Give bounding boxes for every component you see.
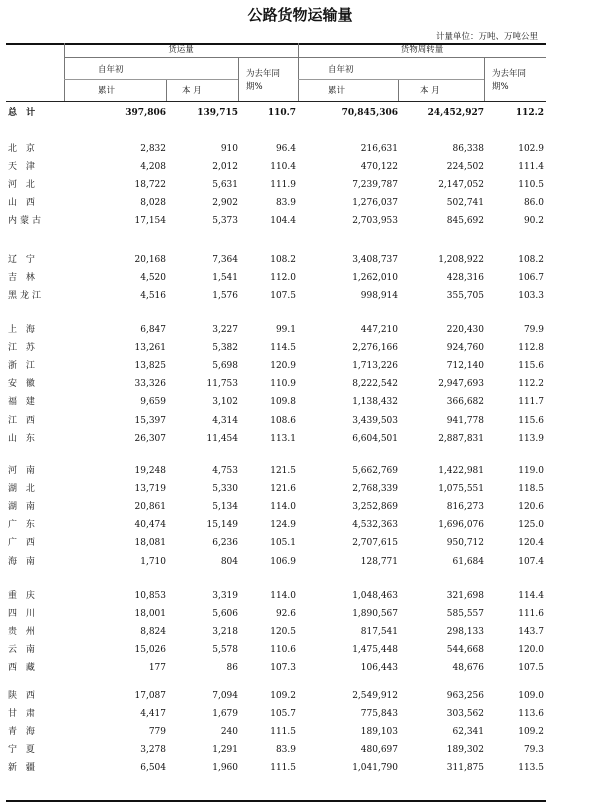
- cell-cumulative-turnover: 7,239,787: [352, 180, 398, 191]
- table-row: [6, 535, 546, 551]
- cell-volume-yoy: 107.5: [270, 291, 296, 302]
- row-label: 西 藏: [8, 663, 38, 674]
- cell-month-turnover: 220,430: [446, 325, 484, 335]
- cell-month-turnover: 2,147,052: [438, 180, 484, 191]
- cell-cumulative-volume: 26,307: [134, 433, 166, 444]
- table-row: [6, 760, 546, 776]
- cell-month-turnover: 1,208,922: [438, 255, 484, 265]
- cell-cumulative-turnover: 1,262,010: [352, 273, 398, 284]
- cell-cumulative-volume: 177: [148, 663, 166, 674]
- table-row: [6, 742, 546, 758]
- cell-volume-yoy: 114.0: [270, 591, 296, 601]
- cell-turnover-yoy: 111.6: [518, 609, 544, 620]
- header-yoy-2a: 为去年同: [492, 69, 527, 79]
- cell-turnover-yoy: 109.0: [518, 691, 544, 701]
- cell-volume-yoy: 105.1: [270, 538, 296, 549]
- header-freight-volume: 货运量: [168, 45, 194, 55]
- cell-cumulative-volume: 4,208: [140, 162, 166, 173]
- cell-month-turnover: 1,422,981: [438, 466, 484, 476]
- cell-month-turnover: 712,140: [446, 361, 484, 372]
- row-label: 安 徽: [8, 379, 38, 390]
- cell-cumulative-turnover: 189,103: [360, 727, 398, 738]
- cell-volume-yoy: 110.6: [270, 645, 296, 656]
- table-row: [6, 394, 546, 410]
- cell-cumulative-turnover: 3,252,869: [352, 502, 398, 513]
- cell-turnover-yoy: 112.2: [518, 379, 544, 390]
- cell-month-volume: 5,698: [212, 361, 238, 372]
- table-row: [6, 431, 546, 447]
- cell-month-volume: 5,606: [212, 609, 238, 620]
- cell-cumulative-volume: 2,832: [140, 144, 166, 154]
- cell-cumulative-volume: 9,659: [140, 397, 166, 408]
- cell-volume-yoy: 121.6: [270, 484, 296, 495]
- cell-turnover-yoy: 120.0: [518, 645, 544, 656]
- cell-month-turnover: 2,887,831: [438, 433, 484, 444]
- cell-turnover-yoy: 111.4: [518, 162, 544, 173]
- cell-turnover-yoy: 113.9: [518, 433, 544, 444]
- cell-cumulative-volume: 10,853: [134, 591, 166, 601]
- cell-cumulative-volume: 13,261: [134, 343, 166, 354]
- cell-month-volume: 1,291: [212, 745, 238, 756]
- cell-cumulative-volume: 33,326: [134, 379, 166, 390]
- cell-volume-yoy: 110.7: [267, 108, 296, 118]
- cell-volume-yoy: 108.6: [270, 415, 296, 426]
- cell-cumulative-volume: 4,417: [140, 709, 166, 720]
- cell-cumulative-volume: 1,710: [140, 556, 166, 567]
- cell-volume-yoy: 105.7: [270, 709, 296, 720]
- header-yoy-1b: 期%: [246, 82, 263, 92]
- row-label: 内蒙古: [8, 216, 45, 227]
- group-rule-left: [64, 57, 298, 58]
- cell-month-turnover: 816,273: [446, 502, 484, 513]
- table-row: [6, 481, 546, 497]
- col-divider-yoy1: [238, 57, 239, 101]
- cell-month-volume: 11,454: [206, 433, 238, 444]
- table-row: [6, 463, 546, 479]
- table-row: [6, 340, 546, 356]
- cell-turnover-yoy: 106.7: [518, 273, 544, 284]
- row-label: 吉 林: [8, 273, 38, 284]
- cell-cumulative-volume: 18,081: [134, 538, 166, 549]
- cell-month-turnover: 48,676: [452, 663, 484, 674]
- cell-cumulative-turnover: 1,041,790: [352, 763, 398, 774]
- table-row: [6, 252, 546, 268]
- cell-cumulative-turnover: 6,604,501: [352, 433, 398, 444]
- cell-turnover-yoy: 109.2: [518, 727, 544, 738]
- header-yoy-1a: 为去年同: [246, 69, 281, 79]
- cell-volume-yoy: 104.4: [270, 216, 296, 227]
- cell-cumulative-turnover: 775,843: [360, 709, 398, 720]
- cell-turnover-yoy: 119.0: [518, 466, 544, 476]
- row-label: 江 苏: [8, 343, 38, 354]
- cell-month-turnover: 355,705: [446, 291, 484, 302]
- cell-cumulative-turnover: 470,122: [360, 162, 398, 173]
- cell-month-turnover: 189,302: [446, 745, 484, 756]
- cell-volume-yoy: 96.4: [275, 144, 296, 154]
- cell-month-turnover: 428,316: [446, 273, 484, 284]
- table-row: [6, 270, 546, 286]
- cell-month-volume: 3,102: [212, 397, 238, 408]
- cell-month-turnover: 2,947,693: [438, 379, 484, 390]
- cell-month-turnover: 544,668: [446, 645, 484, 656]
- cell-month-turnover: 303,562: [446, 709, 484, 720]
- table-row: [6, 358, 546, 374]
- table-row: [6, 588, 546, 604]
- cell-cumulative-volume: 17,154: [134, 216, 166, 227]
- cell-turnover-yoy: 107.4: [518, 556, 544, 567]
- table-row: [6, 376, 546, 392]
- cell-turnover-yoy: 111.7: [518, 397, 544, 408]
- cell-volume-yoy: 114.5: [270, 343, 296, 354]
- cell-turnover-yoy: 112.8: [518, 343, 544, 354]
- cell-month-volume: 5,373: [212, 216, 238, 227]
- table-row: [6, 554, 546, 570]
- table-row: [6, 688, 546, 704]
- cell-month-volume: 15,149: [206, 520, 238, 531]
- cell-month-volume: 4,314: [212, 415, 238, 426]
- cell-volume-yoy: 111.5: [270, 763, 296, 774]
- cell-volume-yoy: 106.9: [270, 556, 296, 567]
- cell-volume-yoy: 99.1: [275, 325, 296, 335]
- cell-month-turnover: 1,696,076: [438, 520, 484, 531]
- cell-month-turnover: 963,256: [446, 691, 484, 701]
- cell-month-volume: 1,576: [212, 291, 238, 302]
- page-title: 公路货物运输量: [247, 6, 353, 24]
- cell-volume-yoy: 120.5: [270, 627, 296, 638]
- table-row: [6, 517, 546, 533]
- cell-month-turnover: 1,075,551: [438, 484, 484, 495]
- table-row: [6, 706, 546, 722]
- cell-month-volume: 86: [226, 663, 238, 674]
- cell-cumulative-turnover: 2,276,166: [352, 343, 398, 354]
- cell-cumulative-volume: 15,397: [134, 415, 166, 426]
- cell-turnover-yoy: 103.3: [518, 291, 544, 302]
- cell-turnover-yoy: 120.6: [518, 502, 544, 513]
- cell-cumulative-turnover: 2,707,615: [352, 538, 398, 549]
- cell-cumulative-turnover: 70,845,306: [341, 108, 398, 118]
- cell-turnover-yoy: 102.9: [518, 144, 544, 154]
- cell-turnover-yoy: 143.7: [518, 627, 544, 638]
- table-row: [6, 177, 546, 193]
- cell-cumulative-turnover: 5,662,769: [352, 466, 398, 476]
- header-since-year-start-2: 自年初: [328, 65, 354, 75]
- row-label: 宁 夏: [8, 745, 38, 756]
- cell-volume-yoy: 109.8: [270, 397, 296, 408]
- row-label: 广 东: [8, 520, 38, 531]
- cell-month-volume: 5,631: [212, 180, 238, 191]
- cell-cumulative-turnover: 1,890,567: [352, 609, 398, 620]
- cell-cumulative-volume: 13,719: [134, 484, 166, 495]
- group-rule-right: [298, 57, 546, 58]
- cell-turnover-yoy: 110.5: [518, 180, 544, 191]
- cell-turnover-yoy: 79.9: [523, 325, 544, 335]
- cell-cumulative-volume: 4,520: [140, 273, 166, 284]
- cell-cumulative-volume: 20,861: [134, 502, 166, 513]
- table-row: [6, 322, 546, 338]
- cell-cumulative-volume: 15,026: [134, 645, 166, 656]
- cell-volume-yoy: 113.1: [270, 433, 296, 444]
- cell-turnover-yoy: 86.0: [523, 198, 544, 209]
- cell-month-volume: 2,902: [212, 198, 238, 209]
- cell-turnover-yoy: 113.6: [518, 709, 544, 720]
- cell-month-volume: 2,012: [212, 162, 238, 173]
- cell-cumulative-turnover: 128,771: [360, 556, 398, 567]
- col-divider-yoy2: [484, 57, 485, 101]
- row-label: 浙 江: [8, 361, 38, 372]
- col-divider-month1: [166, 79, 167, 101]
- cell-volume-yoy: 124.9: [270, 520, 296, 531]
- cell-volume-yoy: 107.3: [270, 663, 296, 674]
- row-label: 云 南: [8, 645, 38, 656]
- row-label: 黑龙江: [8, 291, 45, 302]
- row-label: 青 海: [8, 727, 38, 738]
- cell-cumulative-volume: 20,168: [134, 255, 166, 265]
- subhead-rule-left: [64, 79, 238, 80]
- cell-cumulative-turnover: 480,697: [360, 745, 398, 756]
- cell-cumulative-turnover: 1,475,448: [352, 645, 398, 656]
- row-label: 河 南: [8, 466, 38, 476]
- cell-volume-yoy: 121.5: [270, 466, 296, 476]
- cell-turnover-yoy: 113.5: [518, 763, 544, 774]
- row-label: 新 疆: [8, 763, 38, 774]
- cell-month-volume: 139,715: [197, 108, 238, 118]
- cell-cumulative-volume: 17,087: [134, 691, 166, 701]
- cell-turnover-yoy: 90.2: [523, 216, 544, 227]
- row-label: 北 京: [8, 144, 38, 154]
- cell-month-turnover: 311,875: [446, 763, 484, 774]
- header-yoy-2b: 期%: [492, 82, 509, 92]
- cell-month-volume: 5,578: [212, 645, 238, 656]
- header-cumulative-2: 累计: [328, 86, 346, 96]
- cell-month-turnover: 321,698: [446, 591, 484, 601]
- cell-volume-yoy: 111.5: [270, 727, 296, 738]
- row-label: 上 海: [8, 325, 38, 335]
- cell-month-volume: 6,236: [212, 538, 238, 549]
- cell-month-volume: 5,330: [212, 484, 238, 495]
- subhead-rule-right: [298, 79, 484, 80]
- row-label: 山 东: [8, 433, 38, 444]
- cell-month-turnover: 224,502: [446, 162, 484, 173]
- cell-volume-yoy: 108.2: [270, 255, 296, 265]
- cell-month-turnover: 24,452,927: [427, 108, 484, 118]
- cell-cumulative-turnover: 216,631: [360, 144, 398, 154]
- header-this-month-2: 本 月: [420, 86, 440, 96]
- cell-month-volume: 240: [220, 727, 238, 738]
- cell-month-volume: 7,364: [212, 255, 238, 265]
- cell-month-turnover: 502,741: [446, 198, 484, 209]
- cell-turnover-yoy: 114.4: [518, 591, 544, 601]
- row-label: 山 西: [8, 198, 38, 209]
- cell-volume-yoy: 120.9: [270, 361, 296, 372]
- unit-note: 计量单位：万吨、万吨公里: [435, 32, 538, 42]
- cell-volume-yoy: 109.2: [270, 691, 296, 701]
- cell-turnover-yoy: 118.5: [518, 484, 544, 495]
- cell-month-volume: 1,679: [212, 709, 238, 720]
- cell-month-volume: 3,218: [212, 627, 238, 638]
- row-label: 总 计: [8, 108, 39, 118]
- cell-cumulative-volume: 397,806: [125, 108, 166, 118]
- row-label: 湖 北: [8, 484, 38, 495]
- table-row: [6, 624, 546, 640]
- cell-volume-yoy: 114.0: [270, 502, 296, 513]
- cell-month-volume: 1,960: [212, 763, 238, 774]
- row-label: 四 川: [8, 609, 38, 620]
- cell-cumulative-volume: 6,847: [140, 325, 166, 335]
- header-bottom-rule: [6, 101, 546, 102]
- cell-month-turnover: 845,692: [446, 216, 484, 227]
- row-label: 福 建: [8, 397, 38, 408]
- cell-month-volume: 3,319: [212, 591, 238, 601]
- cell-cumulative-turnover: 8,222,542: [352, 379, 398, 390]
- cell-volume-yoy: 110.9: [270, 379, 296, 390]
- row-label: 重 庆: [8, 591, 38, 601]
- cell-cumulative-volume: 6,504: [140, 763, 166, 774]
- col-divider-month2: [398, 79, 399, 101]
- cell-month-volume: 804: [220, 556, 238, 567]
- cell-cumulative-turnover: 1,048,463: [352, 591, 398, 601]
- cell-cumulative-turnover: 817,541: [360, 627, 398, 638]
- cell-volume-yoy: 110.4: [270, 162, 296, 173]
- cell-volume-yoy: 92.6: [275, 609, 296, 620]
- cell-turnover-yoy: 107.5: [518, 663, 544, 674]
- row-label: 江 西: [8, 415, 38, 426]
- cell-month-volume: 910: [220, 144, 238, 154]
- cell-cumulative-turnover: 1,138,432: [352, 397, 398, 408]
- cell-volume-yoy: 111.9: [270, 180, 296, 191]
- cell-turnover-yoy: 125.0: [518, 520, 544, 531]
- cell-cumulative-turnover: 106,443: [360, 663, 398, 674]
- row-label: 贵 州: [8, 627, 38, 638]
- row-label: 广 西: [8, 538, 38, 549]
- row-label: 甘 肃: [8, 709, 38, 720]
- cell-month-turnover: 950,712: [446, 538, 484, 549]
- table-row: [6, 213, 546, 229]
- table-row: [6, 642, 546, 658]
- header-this-month-1: 本 月: [182, 86, 202, 96]
- header-since-year-start-1: 自年初: [98, 65, 124, 75]
- cell-turnover-yoy: 115.6: [518, 361, 544, 372]
- row-label: 天 津: [8, 162, 38, 173]
- row-label: 海 南: [8, 556, 38, 567]
- cell-cumulative-volume: 19,248: [134, 466, 166, 476]
- cell-cumulative-volume: 3,278: [140, 745, 166, 756]
- cell-month-volume: 4,753: [212, 466, 238, 476]
- cell-month-turnover: 924,760: [446, 343, 484, 354]
- cell-month-volume: 5,134: [212, 502, 238, 513]
- cell-cumulative-volume: 40,474: [134, 520, 166, 531]
- cell-month-volume: 1,541: [212, 273, 238, 284]
- cell-turnover-yoy: 112.2: [515, 108, 544, 118]
- cell-cumulative-turnover: 1,276,037: [352, 198, 398, 209]
- cell-turnover-yoy: 115.6: [518, 415, 544, 426]
- cell-turnover-yoy: 120.4: [518, 538, 544, 549]
- cell-month-volume: 11,753: [206, 379, 238, 390]
- cell-cumulative-turnover: 2,549,912: [352, 691, 398, 701]
- table-row: [6, 159, 546, 175]
- table-row: [6, 195, 546, 211]
- cell-month-turnover: 61,684: [452, 556, 484, 567]
- table-row: [6, 660, 546, 676]
- cell-month-turnover: 941,778: [446, 415, 484, 426]
- table-row: [6, 141, 546, 157]
- cell-cumulative-volume: 8,028: [140, 198, 166, 209]
- cell-cumulative-turnover: 1,713,226: [352, 361, 398, 372]
- cell-cumulative-volume: 13,825: [134, 361, 166, 372]
- cell-month-volume: 7,094: [212, 691, 238, 701]
- cell-cumulative-turnover: 3,408,737: [352, 255, 398, 265]
- header-cumulative-1: 累计: [98, 86, 116, 96]
- table-row: [6, 499, 546, 515]
- cell-month-turnover: 298,133: [446, 627, 484, 638]
- cell-cumulative-turnover: 4,532,363: [352, 520, 398, 531]
- cell-cumulative-volume: 4,516: [140, 291, 166, 302]
- cell-month-turnover: 86,338: [452, 144, 484, 154]
- table-row: [6, 606, 546, 622]
- row-label: 湖 南: [8, 502, 38, 513]
- row-label: 河 北: [8, 180, 38, 191]
- cell-cumulative-turnover: 2,768,339: [352, 484, 398, 495]
- table-row-total: [6, 105, 546, 121]
- cell-volume-yoy: 83.9: [275, 198, 296, 209]
- cell-turnover-yoy: 108.2: [518, 255, 544, 265]
- table-row: [6, 413, 546, 429]
- cell-month-turnover: 585,557: [446, 609, 484, 620]
- header-turnover: 货物周转量: [400, 45, 444, 55]
- cell-volume-yoy: 112.0: [270, 273, 296, 284]
- cell-cumulative-volume: 18,001: [134, 609, 166, 620]
- freight-table: [6, 43, 546, 802]
- cell-cumulative-volume: 779: [148, 727, 166, 738]
- table-bottom-rule: [6, 800, 546, 802]
- cell-cumulative-volume: 18,722: [134, 180, 166, 191]
- cell-month-turnover: 62,341: [452, 727, 484, 738]
- cell-cumulative-volume: 8,824: [140, 627, 166, 638]
- cell-cumulative-turnover: 447,210: [360, 325, 398, 335]
- cell-turnover-yoy: 79.3: [523, 745, 544, 756]
- row-label: 陕 西: [8, 691, 38, 701]
- cell-volume-yoy: 83.9: [275, 745, 296, 756]
- cell-cumulative-turnover: 2,703,953: [352, 216, 398, 227]
- table-row: [6, 288, 546, 304]
- table-row: [6, 724, 546, 740]
- cell-month-volume: 5,382: [212, 343, 238, 354]
- row-label: 辽 宁: [8, 255, 38, 265]
- cell-month-turnover: 366,682: [446, 397, 484, 408]
- cell-cumulative-turnover: 3,439,503: [352, 415, 398, 426]
- cell-cumulative-turnover: 998,914: [360, 291, 398, 302]
- cell-month-volume: 3,227: [212, 325, 238, 335]
